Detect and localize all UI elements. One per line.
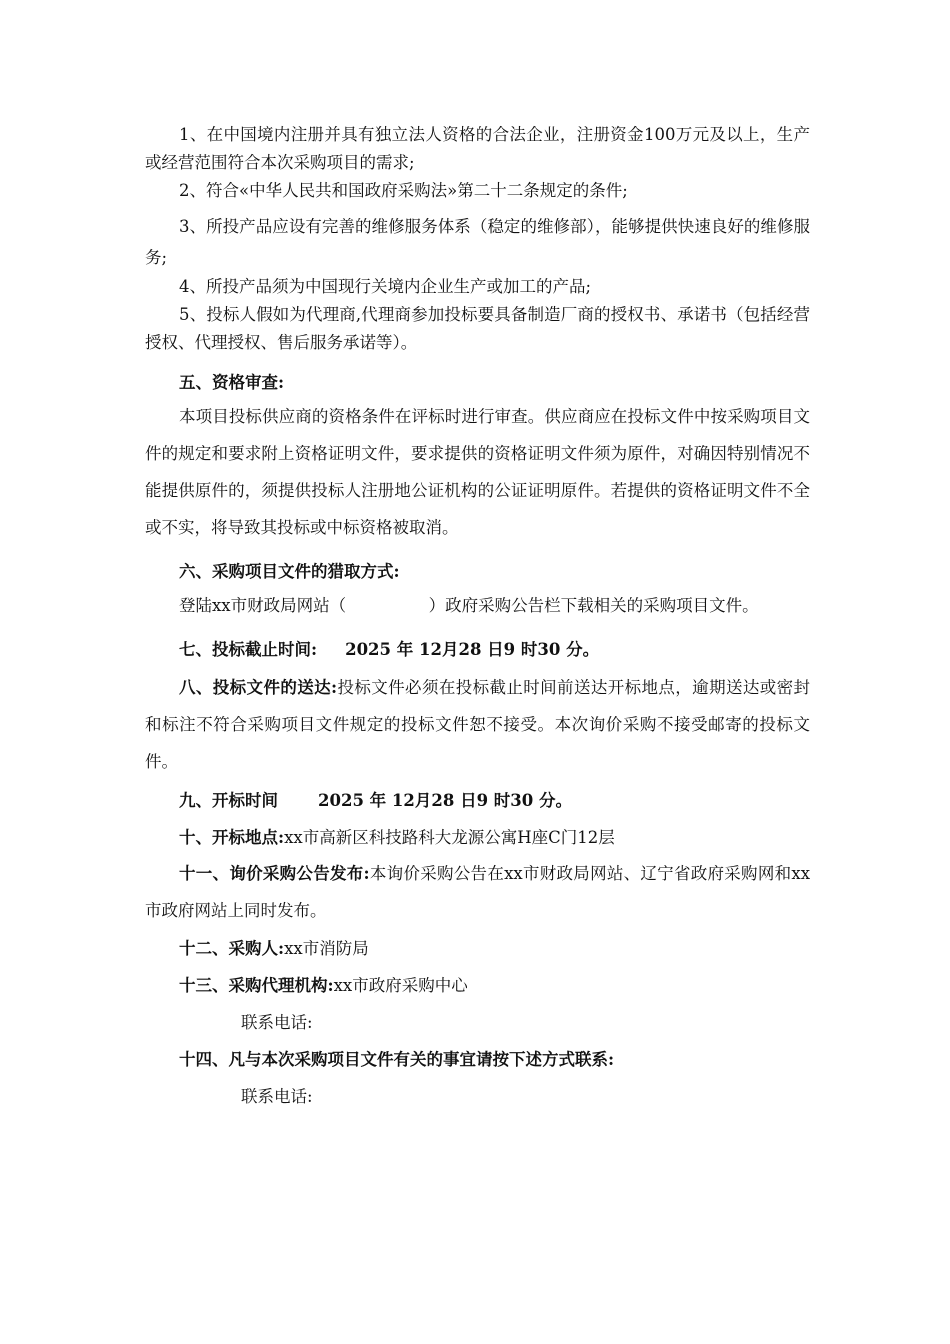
- section-13-phone: 联系电话:: [241, 1013, 313, 1032]
- section-11: [145, 855, 810, 929]
- section-5-heading: [145, 367, 810, 398]
- section-13-title: 十三、采购代理机构:: [179, 976, 334, 995]
- bid-deadline-value: 2025 年 12月28 日9 时30 分。: [345, 640, 600, 659]
- section-8: [145, 669, 810, 780]
- section-6-body: 登陆xx市财政局网站（ ）政府采购公告栏下载相关的采购项目文件。: [179, 596, 759, 615]
- section-7-title: 七、投标截止时间:: [179, 640, 318, 659]
- section-14-title: 十四、凡与本次采购项目文件有关的事宜请按下述方式联系:: [179, 1050, 615, 1069]
- section-10-title: 十、开标地点:: [179, 828, 285, 847]
- section-9: [145, 785, 810, 816]
- qualification-item-1: 1、在中国境内注册并具有独立法人资格的合法企业，注册资金100万元及以上，生产或经营范围符合本次采购项目的需求;: [145, 125, 810, 172]
- section-5-body: 本项目投标供应商的资格条件在评标时进行审查。供应商应在投标文件中按采购项目文件的规定和要求附上资格证明文件，要求提供的资格证明文件须为原件，对确因特别情况不能提供原件的，须提供投标人注册地公证机构的公证证明原件。若提供的资格证明文件不全或不实，将导致其投标或中标资格被取消。: [145, 407, 810, 537]
- section-12: [145, 933, 810, 964]
- section-8-title: 八、投标文件的送达:: [179, 678, 338, 697]
- section-14: [145, 1044, 810, 1075]
- section-7: [145, 634, 810, 665]
- qualification-item-2: 2、符合«中华人民共和国政府采购法»第二十二条规定的条件;: [179, 181, 628, 200]
- section-14-phone: 联系电话:: [241, 1087, 313, 1106]
- section-9-title: 九、开标时间: [179, 791, 278, 810]
- opening-time-value: 2025 年 12月28 日9 时30 分。: [318, 791, 573, 810]
- agency-value: xx市政府采购中心: [333, 976, 468, 995]
- section-11-body: 本询价采购公告在xx市财政局网站、辽宁省政府采购网和xx市政府网站上同时发布。: [145, 864, 810, 920]
- qualification-item-5: 5、投标人假如为代理商,代理商参加投标要具备制造厂商的授权书、承诺书（包括经营授权、代理授权、售后服务承诺等）。: [145, 305, 810, 352]
- qualification-item-3: 3、所投产品应设有完善的维修服务体系（稳定的维修部），能够提供快速良好的维修服务;: [145, 217, 810, 267]
- section-6-heading: [145, 556, 810, 587]
- section-11-title: 十一、询价采购公告发布:: [179, 864, 370, 883]
- purchaser-value: xx市消防局: [284, 939, 369, 958]
- section-8-body: 投标文件必须在投标截止时间前送达开标地点，逾期送达或密封和标注不符合采购项目文件规定的投标文件恕不接受。本次询价采购不接受邮寄的投标文件。: [145, 678, 811, 771]
- qualification-item-4: 4、所投产品须为中国现行关境内企业生产或加工的产品;: [179, 277, 592, 296]
- section-10: [145, 822, 810, 853]
- section-6-title: 六、采购项目文件的猎取方式:: [179, 562, 400, 581]
- opening-location-value: xx市高新区科技路科大龙源公寓H座C门12层: [284, 828, 615, 847]
- section-5-title: 五、资格审查:: [179, 373, 285, 392]
- section-12-title: 十二、采购人:: [179, 939, 285, 958]
- document-body: [145, 121, 810, 1112]
- section-13: [145, 970, 810, 1001]
